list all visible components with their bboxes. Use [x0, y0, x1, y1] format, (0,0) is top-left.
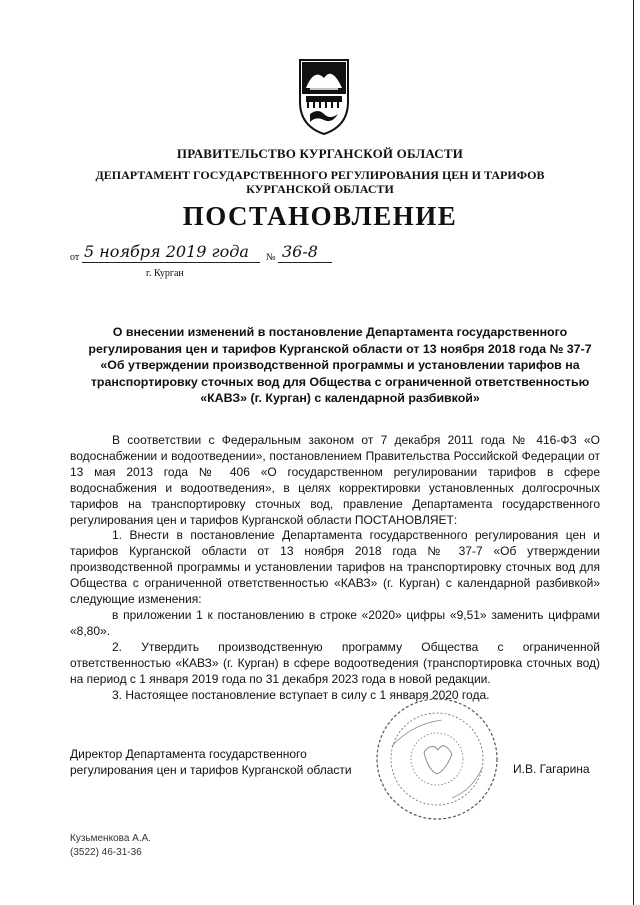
date-number-block [70, 242, 350, 286]
position-line1: Директор Департамента государственного [70, 747, 307, 761]
executor-name: Кузьменкова А.А. [70, 833, 152, 844]
subject-line: «КАВЗ» (г. Курган) с календарной разбивкой» [200, 391, 480, 406]
subject-line: О внесении изменений в постановление Департамента государственного [112, 325, 568, 339]
executor-info [70, 832, 151, 860]
department-title-line2: КУРГАНСКОЙ ОБЛАСТИ [246, 182, 394, 196]
item-2-paragraph: 2. Утвердить производственную программу Общества с ограниченной ответственностью «КАВЗ» (г. Курган) в сфере водоотведения (транспортировка сточных вод) на период с 1 января 2019 года по 31 декабря 2023 года в новой редакции. [70, 639, 600, 686]
document-type-title: ПОСТАНОВЛЕНИЕ [182, 201, 458, 231]
signatory-position [70, 746, 352, 778]
number-underline [278, 262, 332, 263]
signatory-name: И.В. Гагарина [513, 762, 590, 776]
item-1-paragraph: 1. Внести в постановление Департамента государственного регулирования цен и тарифов Курганской области от 13 ноября 2018 года № 37-7 «Об утверждении производственной программы и установлении тарифов на транспортировку сточных вод для Общества с ограниченной ответственностью «КАВЗ» (г. Курган) с календарной разбивкой» следующие изменения: [70, 528, 600, 607]
preamble-paragraph: В соответствии с Федеральным законом от 7 декабря 2011 года № 416-ФЗ «О водоснабжении и водоотведении», постановлением Правительства Российской Федерации от 13 мая 2013 года № 406 «О государственном регулировании тарифов в сфере водоснабжения и водоотведения», в целях корректировки установленных долгосрочных тарифов на транспортировку сточных вод, правление Департамента государственного регулирования цен и тарифов Курганской области ПОСТАНОВЛЯЕТ: [70, 433, 600, 527]
item-3-paragraph: 3. Настоящее постановление вступает в силу с 1 января 2020 года. [112, 687, 490, 702]
handwritten-number: 36-8 [282, 242, 318, 261]
date-underline [82, 262, 260, 263]
position-line2: регулирования цен и тарифов Курганской области [70, 763, 352, 777]
city-label: г. Курган [146, 268, 184, 279]
document-body [70, 433, 600, 703]
document-subject [70, 324, 610, 407]
number-label: № [266, 252, 276, 263]
government-title: ПРАВИТЕЛЬСТВО КУРГАНСКОЙ ОБЛАСТИ [176, 146, 464, 161]
official-seal-stamp [372, 694, 502, 824]
coat-of-arms-icon [296, 56, 352, 136]
department-title-line1: ДЕПАРТАМЕНТ ГОСУДАРСТВЕННОГО РЕГУЛИРОВАНИЯ ЦЕН И ТАРИФОВ [95, 168, 545, 182]
subject-line: «Об утверждении производственной программы и установлении тарифов на [100, 358, 580, 373]
executor-phone: (3522) 46-31-36 [70, 847, 142, 858]
subject-line: регулирования цен и тарифов Курганской области от 13 ноября 2018 года № 37-7 [88, 341, 592, 356]
from-label: от [70, 252, 80, 263]
page-edge-line [633, 0, 634, 905]
subject-line: транспортировку сточных вод для Общества с ограниченной ответственностью [90, 374, 590, 389]
item-1-sub-paragraph: в приложении 1 к постановлению в строке «2020» цифры «9,51» заменить цифрами «8,80». [70, 607, 600, 638]
handwritten-date: 5 ноября 2019 года [84, 242, 249, 261]
